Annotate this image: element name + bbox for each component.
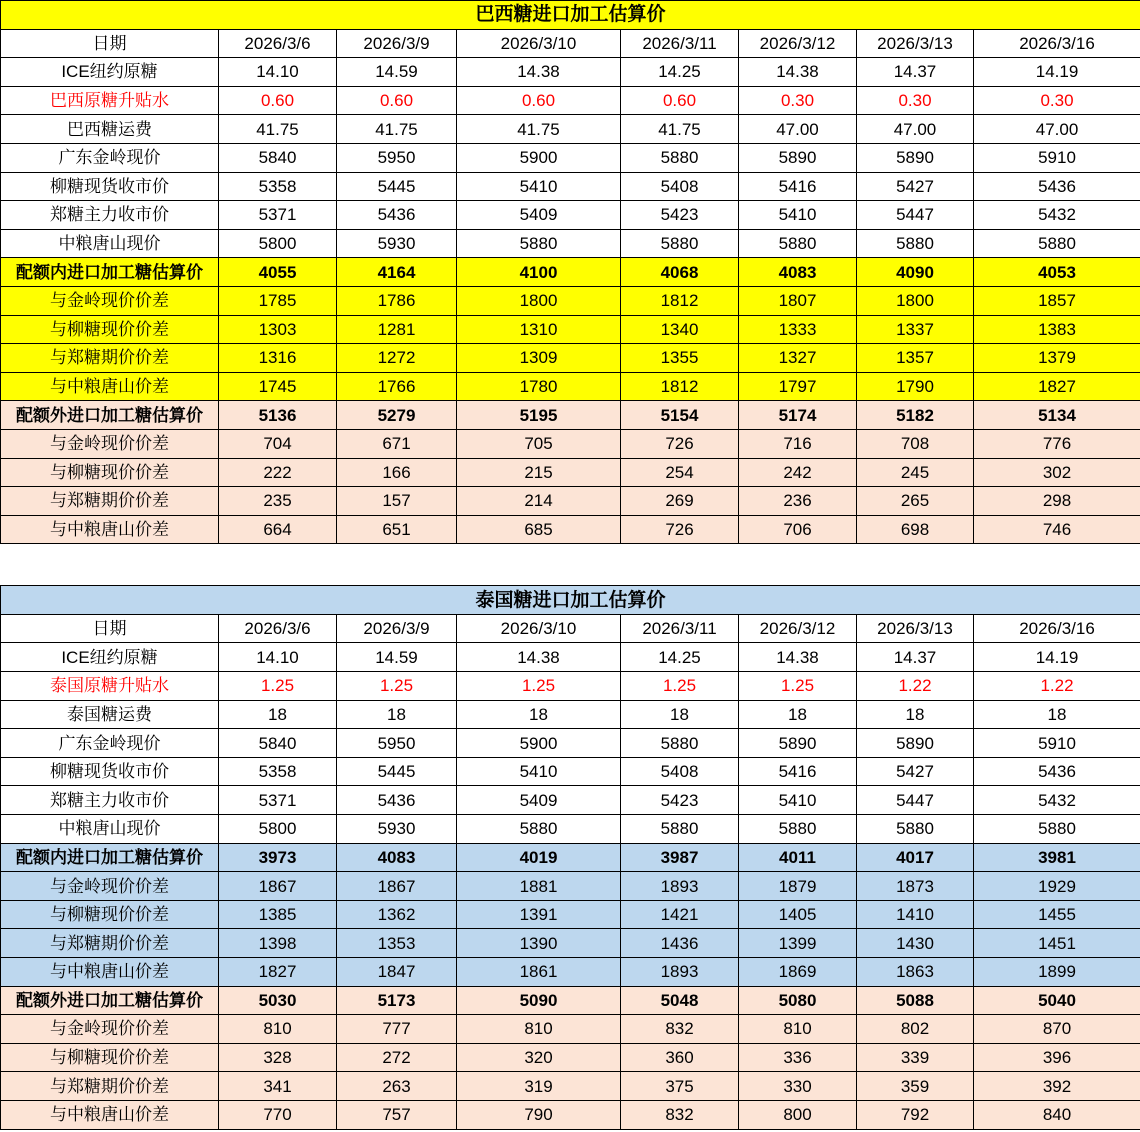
row-label: 与柳糖现价价差 bbox=[1, 458, 219, 487]
value-cell: 5880 bbox=[457, 229, 621, 258]
value-cell: 4164 bbox=[337, 258, 457, 287]
value-cell: 1857 bbox=[974, 286, 1140, 315]
thailand-sugar-table bbox=[0, 585, 1140, 1129]
value-cell: 157 bbox=[337, 487, 457, 516]
value-cell: 5040 bbox=[974, 986, 1140, 1015]
value-cell: 18 bbox=[621, 700, 739, 729]
value-cell: 1847 bbox=[337, 958, 457, 987]
value-cell: 5134 bbox=[974, 401, 1140, 430]
row-label: 与中粮唐山价差 bbox=[1, 372, 219, 401]
value-cell: 685 bbox=[457, 515, 621, 544]
value-cell: 5195 bbox=[457, 401, 621, 430]
date-cell: 2026/3/11 bbox=[621, 614, 739, 643]
value-cell: 1436 bbox=[621, 929, 739, 958]
row-label: ICE纽约原糖 bbox=[1, 643, 219, 672]
value-cell: 359 bbox=[857, 1072, 974, 1101]
value-cell: 777 bbox=[337, 1015, 457, 1044]
value-cell: 14.38 bbox=[739, 58, 857, 87]
date-cell: 2026/3/13 bbox=[857, 614, 974, 643]
value-cell: 1899 bbox=[974, 958, 1140, 987]
value-cell: 1410 bbox=[857, 900, 974, 929]
value-cell: 3981 bbox=[974, 843, 1140, 872]
row-label: 与中粮唐山价差 bbox=[1, 958, 219, 987]
value-cell: 14.38 bbox=[457, 58, 621, 87]
row-label: 配额外进口加工糖估算价 bbox=[1, 986, 219, 1015]
value-cell: 14.59 bbox=[337, 643, 457, 672]
value-cell: 870 bbox=[974, 1015, 1140, 1044]
row-label: 与柳糖现价价差 bbox=[1, 1043, 219, 1072]
value-cell: 1800 bbox=[457, 286, 621, 315]
value-cell: 5880 bbox=[974, 815, 1140, 844]
value-cell: 1827 bbox=[974, 372, 1140, 401]
value-cell: 5447 bbox=[857, 786, 974, 815]
value-cell: 14.38 bbox=[457, 643, 621, 672]
row-label: 与中粮唐山价差 bbox=[1, 1100, 219, 1129]
value-cell: 396 bbox=[974, 1043, 1140, 1072]
row-label: 中粮唐山现价 bbox=[1, 815, 219, 844]
value-cell: 1881 bbox=[457, 872, 621, 901]
value-cell: 1310 bbox=[457, 315, 621, 344]
value-cell: 5088 bbox=[857, 986, 974, 1015]
value-cell: 800 bbox=[739, 1100, 857, 1129]
value-cell: 5880 bbox=[857, 229, 974, 258]
value-cell: 704 bbox=[219, 429, 337, 458]
row-label: 与柳糖现价价差 bbox=[1, 315, 219, 344]
value-cell: 4011 bbox=[739, 843, 857, 872]
value-cell: 1281 bbox=[337, 315, 457, 344]
value-cell: 1405 bbox=[739, 900, 857, 929]
value-cell: 5436 bbox=[337, 201, 457, 230]
value-cell: 1863 bbox=[857, 958, 974, 987]
date-cell: 2026/3/11 bbox=[621, 29, 739, 58]
value-cell: 5436 bbox=[974, 757, 1140, 786]
row-label: 与郑糖期价价差 bbox=[1, 1072, 219, 1101]
value-cell: 1812 bbox=[621, 372, 739, 401]
value-cell: 1398 bbox=[219, 929, 337, 958]
value-cell: 1309 bbox=[457, 344, 621, 373]
value-cell: 1303 bbox=[219, 315, 337, 344]
brazil-sugar-table bbox=[0, 0, 1140, 544]
value-cell: 47.00 bbox=[857, 115, 974, 144]
value-cell: 0.60 bbox=[621, 86, 739, 115]
value-cell: 5880 bbox=[621, 729, 739, 758]
value-cell: 5409 bbox=[457, 201, 621, 230]
value-cell: 1867 bbox=[219, 872, 337, 901]
row-label: 广东金岭现价 bbox=[1, 729, 219, 758]
date-cell: 2026/3/16 bbox=[974, 29, 1140, 58]
value-cell: 5030 bbox=[219, 986, 337, 1015]
row-label: 与金岭现价价差 bbox=[1, 1015, 219, 1044]
value-cell: 263 bbox=[337, 1072, 457, 1101]
value-cell: 4053 bbox=[974, 258, 1140, 287]
value-cell: 5880 bbox=[739, 815, 857, 844]
date-cell: 2026/3/12 bbox=[739, 29, 857, 58]
date-cell: 2026/3/10 bbox=[457, 614, 621, 643]
value-cell: 328 bbox=[219, 1043, 337, 1072]
value-cell: 5880 bbox=[857, 815, 974, 844]
row-label: ICE纽约原糖 bbox=[1, 58, 219, 87]
value-cell: 5371 bbox=[219, 201, 337, 230]
value-cell: 1827 bbox=[219, 958, 337, 987]
brazil-table-title: 巴西糖进口加工估算价 bbox=[1, 1, 1140, 30]
row-label: 与金岭现价价差 bbox=[1, 872, 219, 901]
row-label: 与金岭现价价差 bbox=[1, 429, 219, 458]
value-cell: 4019 bbox=[457, 843, 621, 872]
value-cell: 671 bbox=[337, 429, 457, 458]
value-cell: 4068 bbox=[621, 258, 739, 287]
row-label: 郑糖主力收市价 bbox=[1, 201, 219, 230]
value-cell: 1812 bbox=[621, 286, 739, 315]
value-cell: 1316 bbox=[219, 344, 337, 373]
value-cell: 5182 bbox=[857, 401, 974, 430]
value-cell: 5423 bbox=[621, 201, 739, 230]
value-cell: 5410 bbox=[739, 201, 857, 230]
value-cell: 1399 bbox=[739, 929, 857, 958]
value-cell: 5410 bbox=[457, 757, 621, 786]
value-cell: 392 bbox=[974, 1072, 1140, 1101]
value-cell: 302 bbox=[974, 458, 1140, 487]
date-cell: 2026/3/16 bbox=[974, 614, 1140, 643]
value-cell: 5432 bbox=[974, 786, 1140, 815]
value-cell: 4083 bbox=[739, 258, 857, 287]
date-cell: 2026/3/10 bbox=[457, 29, 621, 58]
row-label: 配额外进口加工糖估算价 bbox=[1, 401, 219, 430]
value-cell: 4055 bbox=[219, 258, 337, 287]
row-label: 巴西原糖升贴水 bbox=[1, 86, 219, 115]
value-cell: 770 bbox=[219, 1100, 337, 1129]
value-cell: 341 bbox=[219, 1072, 337, 1101]
value-cell: 215 bbox=[457, 458, 621, 487]
row-label: 泰国原糖升贴水 bbox=[1, 672, 219, 701]
value-cell: 664 bbox=[219, 515, 337, 544]
value-cell: 1.22 bbox=[857, 672, 974, 701]
value-cell: 0.30 bbox=[974, 86, 1140, 115]
value-cell: 5154 bbox=[621, 401, 739, 430]
value-cell: 1766 bbox=[337, 372, 457, 401]
value-cell: 14.37 bbox=[857, 643, 974, 672]
value-cell: 5409 bbox=[457, 786, 621, 815]
value-cell: 1.25 bbox=[219, 672, 337, 701]
value-cell: 14.10 bbox=[219, 58, 337, 87]
value-cell: 5371 bbox=[219, 786, 337, 815]
value-cell: 1800 bbox=[857, 286, 974, 315]
value-cell: 1780 bbox=[457, 372, 621, 401]
row-label: 广东金岭现价 bbox=[1, 143, 219, 172]
value-cell: 5279 bbox=[337, 401, 457, 430]
value-cell: 1.25 bbox=[739, 672, 857, 701]
value-cell: 1333 bbox=[739, 315, 857, 344]
value-cell: 790 bbox=[457, 1100, 621, 1129]
value-cell: 810 bbox=[219, 1015, 337, 1044]
value-cell: 792 bbox=[857, 1100, 974, 1129]
value-cell: 810 bbox=[457, 1015, 621, 1044]
date-cell: 2026/3/6 bbox=[219, 29, 337, 58]
date-cell: 2026/3/12 bbox=[739, 614, 857, 643]
value-cell: 0.30 bbox=[857, 86, 974, 115]
value-cell: 1451 bbox=[974, 929, 1140, 958]
value-cell: 5880 bbox=[974, 229, 1140, 258]
value-cell: 18 bbox=[219, 700, 337, 729]
value-cell: 5174 bbox=[739, 401, 857, 430]
value-cell: 5880 bbox=[621, 815, 739, 844]
row-label: 柳糖现货收市价 bbox=[1, 757, 219, 786]
value-cell: 242 bbox=[739, 458, 857, 487]
value-cell: 5880 bbox=[621, 229, 739, 258]
value-cell: 5423 bbox=[621, 786, 739, 815]
value-cell: 5080 bbox=[739, 986, 857, 1015]
value-cell: 5880 bbox=[457, 815, 621, 844]
value-cell: 3987 bbox=[621, 843, 739, 872]
value-cell: 5436 bbox=[337, 786, 457, 815]
value-cell: 0.60 bbox=[337, 86, 457, 115]
value-cell: 1929 bbox=[974, 872, 1140, 901]
value-cell: 5890 bbox=[857, 143, 974, 172]
value-cell: 708 bbox=[857, 429, 974, 458]
value-cell: 14.10 bbox=[219, 643, 337, 672]
row-label: 与郑糖期价价差 bbox=[1, 487, 219, 516]
value-cell: 5427 bbox=[857, 757, 974, 786]
value-cell: 1797 bbox=[739, 372, 857, 401]
value-cell: 5173 bbox=[337, 986, 457, 1015]
value-cell: 41.75 bbox=[337, 115, 457, 144]
value-cell: 5358 bbox=[219, 757, 337, 786]
value-cell: 1383 bbox=[974, 315, 1140, 344]
value-cell: 14.38 bbox=[739, 643, 857, 672]
value-cell: 1353 bbox=[337, 929, 457, 958]
value-cell: 5880 bbox=[739, 229, 857, 258]
value-cell: 254 bbox=[621, 458, 739, 487]
date-row-label: 日期 bbox=[1, 29, 219, 58]
value-cell: 1867 bbox=[337, 872, 457, 901]
value-cell: 5408 bbox=[621, 172, 739, 201]
value-cell: 802 bbox=[857, 1015, 974, 1044]
value-cell: 47.00 bbox=[974, 115, 1140, 144]
value-cell: 0.60 bbox=[219, 86, 337, 115]
value-cell: 757 bbox=[337, 1100, 457, 1129]
value-cell: 4090 bbox=[857, 258, 974, 287]
value-cell: 705 bbox=[457, 429, 621, 458]
value-cell: 5890 bbox=[739, 729, 857, 758]
value-cell: 1390 bbox=[457, 929, 621, 958]
value-cell: 5840 bbox=[219, 729, 337, 758]
table-gap bbox=[0, 544, 1140, 585]
row-label: 配额内进口加工糖估算价 bbox=[1, 258, 219, 287]
value-cell: 5910 bbox=[974, 143, 1140, 172]
value-cell: 14.59 bbox=[337, 58, 457, 87]
value-cell: 1790 bbox=[857, 372, 974, 401]
value-cell: 1786 bbox=[337, 286, 457, 315]
value-cell: 1.25 bbox=[337, 672, 457, 701]
value-cell: 1391 bbox=[457, 900, 621, 929]
value-cell: 18 bbox=[457, 700, 621, 729]
value-cell: 1861 bbox=[457, 958, 621, 987]
row-label: 与郑糖期价价差 bbox=[1, 344, 219, 373]
value-cell: 1421 bbox=[621, 900, 739, 929]
value-cell: 5136 bbox=[219, 401, 337, 430]
row-label: 巴西糖运费 bbox=[1, 115, 219, 144]
date-row-label: 日期 bbox=[1, 614, 219, 643]
value-cell: 14.37 bbox=[857, 58, 974, 87]
value-cell: 14.25 bbox=[621, 643, 739, 672]
value-cell: 832 bbox=[621, 1015, 739, 1044]
value-cell: 375 bbox=[621, 1072, 739, 1101]
value-cell: 41.75 bbox=[219, 115, 337, 144]
value-cell: 265 bbox=[857, 487, 974, 516]
value-cell: 1340 bbox=[621, 315, 739, 344]
value-cell: 726 bbox=[621, 429, 739, 458]
value-cell: 330 bbox=[739, 1072, 857, 1101]
value-cell: 320 bbox=[457, 1043, 621, 1072]
value-cell: 5900 bbox=[457, 143, 621, 172]
value-cell: 269 bbox=[621, 487, 739, 516]
row-label: 与中粮唐山价差 bbox=[1, 515, 219, 544]
value-cell: 14.19 bbox=[974, 643, 1140, 672]
row-label: 配额内进口加工糖估算价 bbox=[1, 843, 219, 872]
value-cell: 5408 bbox=[621, 757, 739, 786]
value-cell: 5800 bbox=[219, 815, 337, 844]
value-cell: 339 bbox=[857, 1043, 974, 1072]
thailand-table-title: 泰国糖进口加工估算价 bbox=[1, 586, 1140, 615]
value-cell: 1869 bbox=[739, 958, 857, 987]
value-cell: 14.19 bbox=[974, 58, 1140, 87]
value-cell: 41.75 bbox=[621, 115, 739, 144]
value-cell: 1272 bbox=[337, 344, 457, 373]
value-cell: 245 bbox=[857, 458, 974, 487]
value-cell: 698 bbox=[857, 515, 974, 544]
value-cell: 47.00 bbox=[739, 115, 857, 144]
value-cell: 298 bbox=[974, 487, 1140, 516]
value-cell: 0.30 bbox=[739, 86, 857, 115]
value-cell: 4017 bbox=[857, 843, 974, 872]
value-cell: 1379 bbox=[974, 344, 1140, 373]
row-label: 中粮唐山现价 bbox=[1, 229, 219, 258]
value-cell: 5930 bbox=[337, 815, 457, 844]
value-cell: 726 bbox=[621, 515, 739, 544]
value-cell: 4083 bbox=[337, 843, 457, 872]
row-label: 柳糖现货收市价 bbox=[1, 172, 219, 201]
value-cell: 5890 bbox=[857, 729, 974, 758]
row-label: 与柳糖现价价差 bbox=[1, 900, 219, 929]
value-cell: 5416 bbox=[739, 172, 857, 201]
value-cell: 214 bbox=[457, 487, 621, 516]
value-cell: 5900 bbox=[457, 729, 621, 758]
value-cell: 706 bbox=[739, 515, 857, 544]
value-cell: 272 bbox=[337, 1043, 457, 1072]
row-label: 泰国糖运费 bbox=[1, 700, 219, 729]
value-cell: 1430 bbox=[857, 929, 974, 958]
value-cell: 5090 bbox=[457, 986, 621, 1015]
value-cell: 1385 bbox=[219, 900, 337, 929]
value-cell: 5800 bbox=[219, 229, 337, 258]
value-cell: 1.25 bbox=[457, 672, 621, 701]
value-cell: 5880 bbox=[621, 143, 739, 172]
row-label: 与金岭现价价差 bbox=[1, 286, 219, 315]
value-cell: 1.22 bbox=[974, 672, 1140, 701]
value-cell: 1873 bbox=[857, 872, 974, 901]
value-cell: 5427 bbox=[857, 172, 974, 201]
value-cell: 235 bbox=[219, 487, 337, 516]
value-cell: 716 bbox=[739, 429, 857, 458]
value-cell: 810 bbox=[739, 1015, 857, 1044]
value-cell: 1355 bbox=[621, 344, 739, 373]
value-cell: 18 bbox=[337, 700, 457, 729]
date-cell: 2026/3/6 bbox=[219, 614, 337, 643]
value-cell: 1745 bbox=[219, 372, 337, 401]
value-cell: 1455 bbox=[974, 900, 1140, 929]
value-cell: 3973 bbox=[219, 843, 337, 872]
row-label: 郑糖主力收市价 bbox=[1, 786, 219, 815]
value-cell: 5048 bbox=[621, 986, 739, 1015]
value-cell: 18 bbox=[739, 700, 857, 729]
value-cell: 746 bbox=[974, 515, 1140, 544]
value-cell: 5358 bbox=[219, 172, 337, 201]
date-cell: 2026/3/9 bbox=[337, 29, 457, 58]
value-cell: 832 bbox=[621, 1100, 739, 1129]
value-cell: 5436 bbox=[974, 172, 1140, 201]
value-cell: 1893 bbox=[621, 872, 739, 901]
value-cell: 1807 bbox=[739, 286, 857, 315]
date-cell: 2026/3/13 bbox=[857, 29, 974, 58]
value-cell: 651 bbox=[337, 515, 457, 544]
value-cell: 5910 bbox=[974, 729, 1140, 758]
value-cell: 14.25 bbox=[621, 58, 739, 87]
row-label: 与郑糖期价价差 bbox=[1, 929, 219, 958]
value-cell: 236 bbox=[739, 487, 857, 516]
value-cell: 319 bbox=[457, 1072, 621, 1101]
value-cell: 1362 bbox=[337, 900, 457, 929]
value-cell: 336 bbox=[739, 1043, 857, 1072]
value-cell: 1357 bbox=[857, 344, 974, 373]
value-cell: 222 bbox=[219, 458, 337, 487]
value-cell: 18 bbox=[974, 700, 1140, 729]
value-cell: 840 bbox=[974, 1100, 1140, 1129]
value-cell: 5950 bbox=[337, 729, 457, 758]
value-cell: 5445 bbox=[337, 757, 457, 786]
value-cell: 5410 bbox=[457, 172, 621, 201]
value-cell: 5447 bbox=[857, 201, 974, 230]
value-cell: 0.60 bbox=[457, 86, 621, 115]
value-cell: 360 bbox=[621, 1043, 739, 1072]
value-cell: 5410 bbox=[739, 786, 857, 815]
value-cell: 1785 bbox=[219, 286, 337, 315]
value-cell: 5416 bbox=[739, 757, 857, 786]
value-cell: 4100 bbox=[457, 258, 621, 287]
value-cell: 5432 bbox=[974, 201, 1140, 230]
value-cell: 5950 bbox=[337, 143, 457, 172]
value-cell: 5890 bbox=[739, 143, 857, 172]
value-cell: 5840 bbox=[219, 143, 337, 172]
value-cell: 1893 bbox=[621, 958, 739, 987]
value-cell: 5445 bbox=[337, 172, 457, 201]
value-cell: 41.75 bbox=[457, 115, 621, 144]
value-cell: 1327 bbox=[739, 344, 857, 373]
value-cell: 5930 bbox=[337, 229, 457, 258]
value-cell: 18 bbox=[857, 700, 974, 729]
value-cell: 1337 bbox=[857, 315, 974, 344]
value-cell: 1.25 bbox=[621, 672, 739, 701]
value-cell: 1879 bbox=[739, 872, 857, 901]
value-cell: 776 bbox=[974, 429, 1140, 458]
value-cell: 166 bbox=[337, 458, 457, 487]
date-cell: 2026/3/9 bbox=[337, 614, 457, 643]
